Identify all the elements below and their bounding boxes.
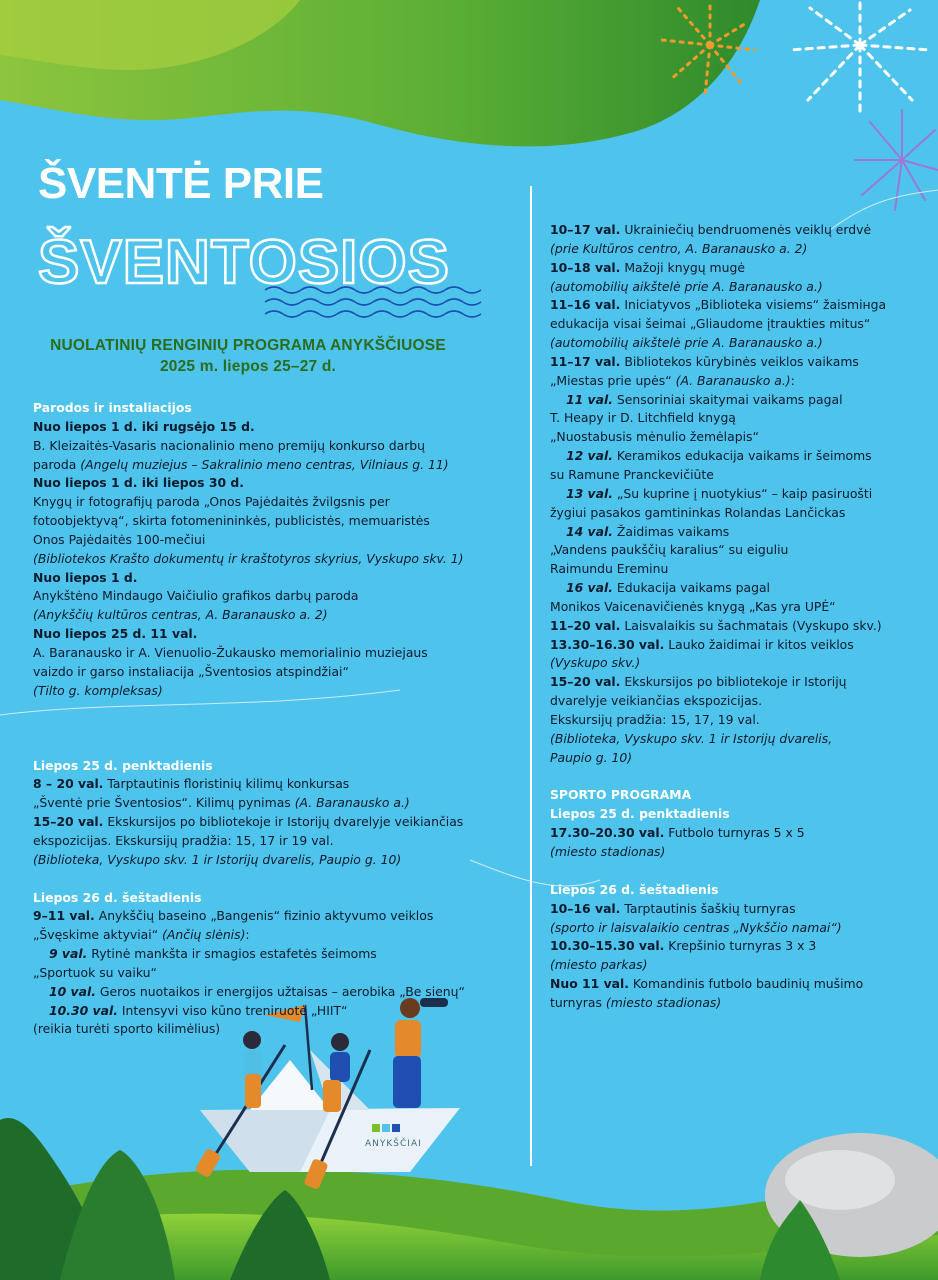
event-line [550, 485, 916, 504]
event-place: Paupio g. 10) [550, 749, 633, 765]
event-place: (Angelų muziejus – Sakralinio meno centras, Vilniaus g. 11) [80, 456, 449, 472]
event-text-part: „Su kuprine į nuotykius“ – kaip pasiruošti [616, 485, 873, 501]
event-line [550, 296, 916, 315]
event-text-part: Lauko žaidimai ir kitos veiklos [668, 636, 854, 652]
event-text: Raimundu Ereminu [550, 561, 669, 577]
event-place: (A. Baranausko a.) [294, 795, 410, 811]
event-line [550, 447, 916, 466]
event-line [550, 523, 916, 542]
event-date: Nuo liepos 1 d. [33, 569, 138, 585]
event-time: 8 – 20 val. [33, 776, 104, 792]
title-line-2: ŠVENTOSIOS [38, 228, 450, 297]
event-place: (Bibliotekos Krašto dokumentų ir kraštotyros skyrius, Vyskupo skv. 1) [33, 550, 464, 566]
event-text: vaizdo ir garso instaliacija „Šventosios atspindžiai“ [33, 663, 349, 679]
event-line [33, 907, 518, 926]
event-time: 17.30–20.30 val. [550, 825, 665, 841]
event-date: Nuo liepos 1 d. iki rugsėjo 15 d. [33, 418, 255, 434]
section-header-sport: SPORTO PROGRAMA [550, 787, 692, 803]
subtitle [32, 335, 464, 377]
event-text-part: Tarptautinis šaškių turnyras [624, 900, 796, 916]
event-place: (prie Kultūros centro, A. Baranausko a. 2) [550, 240, 808, 256]
left-column [33, 399, 518, 1039]
event-time: 10.30 val. [49, 1002, 118, 1018]
event-text: Knygų ir fotografijų paroda „Onos Pajėdaitės žvilgsnis per [33, 494, 390, 510]
section-header-friday: Liepos 25 d. penktadienis [33, 757, 213, 773]
event-place: (Vyskupo skv.) [550, 655, 641, 671]
event-place: (miesto stadionas) [605, 994, 722, 1010]
event-line [33, 813, 518, 832]
event-text-part: Sensoriniai skaitymai vaikams pagal [616, 391, 843, 407]
event-time: 11 val. [566, 391, 613, 407]
event-text-part: paroda [33, 456, 77, 472]
event-text-part: Tarptautinis floristinių kilimų konkursas [107, 776, 350, 792]
event-line [550, 824, 916, 843]
event-text-part: Futbolo turnyras 5 x 5 [668, 825, 805, 841]
event-text: Ekskursijų pradžia: 15, 17, 19 val. [550, 711, 760, 727]
event-time: 10–18 val. [550, 259, 621, 275]
event-line [550, 900, 916, 919]
event-place: (miesto stadionas) [550, 844, 666, 859]
event-text: (reikia turėti sporto kilimėlius) [33, 1021, 221, 1037]
event-text-part: Komandinis futbolo baudinių mušimo [632, 976, 864, 992]
event-text: „Vandens paukščių karalius“ su eiguliu [550, 542, 789, 558]
right-column [550, 221, 916, 1013]
event-place: (Tilto g. kompleksas) [33, 682, 163, 698]
event-text-part: Ekskursijos po bibliotekoje ir Istorijų [624, 674, 847, 690]
event-text-part: Laisvalaikis su šachmatais (Vyskupo skv.) [624, 617, 882, 633]
event-text-part: Ekskursijos po bibliotekoje ir Istorijų dvarelyje veikiančias [107, 814, 464, 830]
subtitle-line-1: NUOLATINIŲ RENGINIŲ PROGRAMA ANYKŠČIUOSE [50, 337, 446, 354]
event-line [550, 617, 916, 636]
event-time: 10–16 val. [550, 900, 621, 916]
event-text: fotoobjektyvą“, skirta fotomenininkės, publicistės, memuaristės [33, 513, 430, 529]
event-text-part: Edukacija vaikams pagal [616, 580, 770, 596]
event-place: (Biblioteka, Vyskupo skv. 1 ir Istorijų dvarelis, Paupio g. 10) [33, 851, 402, 867]
event-text: Monikos Vaicenavičienės knygą „Kas yra UPĖ“ [550, 598, 836, 614]
event-text: T. Heapy ir D. Litchfield knygą [550, 410, 736, 426]
event-line [550, 994, 916, 1013]
event-line [33, 983, 518, 1002]
event-line [33, 926, 518, 945]
event-line [550, 636, 916, 655]
event-place: (automobilių aikštelė prie A. Baranausko a.) [550, 335, 823, 351]
event-text: edukacija visai šeimai „Gliaudome įtraukties mitus“ [550, 316, 871, 332]
event-text: ekspozicijas. Ekskursijų pradžia: 15, 17 ir 19 val. [33, 832, 334, 848]
event-time: 10–17 val. [550, 222, 621, 237]
event-text-part: Ukrainiečių bendruomenės veiklų erdvė [624, 222, 872, 237]
firework-white-icon [790, 0, 930, 115]
event-line [550, 221, 916, 240]
event-text-part: Bibliotekos kūrybinės veiklos vaikams [624, 353, 859, 369]
punctuation: : [790, 372, 795, 388]
event-text-part: „Švęskime aktyviai“ [33, 927, 159, 943]
event-line [550, 353, 916, 372]
event-time: 11–17 val. [550, 353, 621, 369]
event-time: 9–11 val. [33, 908, 95, 924]
section-header-saturday: Liepos 26 d. šeštadienis [33, 889, 202, 905]
event-time: 9 val. [49, 946, 88, 962]
section-header-sport-friday: Liepos 25 d. penktadienis [550, 806, 730, 822]
event-text: A. Baranausko ir A. Vienuolio-Žukausko memorialinio muziejaus [33, 644, 428, 660]
event-text-part: Iniciatyvos „Biblioteka visiems“ žaismінga [624, 297, 887, 313]
event-text-part: Žaidimas vaikams [616, 523, 730, 539]
subtitle-line-2: 2025 m. liepos 25–27 d. [159, 358, 337, 375]
event-text: „Sportuok su vaiku“ [33, 964, 157, 980]
event-place: (Anykščių kultūros centras, A. Baranausko a. 2) [33, 607, 328, 623]
event-line [550, 937, 916, 956]
event-time: 15–20 val. [33, 814, 104, 830]
event-text-part: Krepšinio turnyras 3 x 3 [668, 938, 817, 954]
event-line [33, 794, 518, 813]
event-line [550, 579, 916, 598]
event-place: (sporto ir laisvalaikio centras „Nykščio namai“) [550, 919, 842, 935]
logo-text: ANYKŠČIAI [365, 1139, 422, 1149]
event-place: (Biblioteka, Vyskupo skv. 1 ir Istorijų dvarelis, [550, 730, 833, 746]
event-text [33, 456, 518, 475]
event-time: 13 val. [566, 485, 613, 501]
event-time: 10 val. [49, 983, 96, 999]
event-date: Nuo liepos 1 d. iki liepos 30 d. [33, 475, 244, 491]
event-time: 12 val. [566, 448, 613, 464]
event-time: 11–16 val. [550, 297, 621, 313]
event-text-part: Rytinė mankšta ir smagios estafetės šeimoms [91, 946, 377, 962]
event-time: 15–20 val. [550, 674, 621, 690]
event-line [33, 775, 518, 794]
event-time: 11–20 val. [550, 617, 621, 633]
event-line [550, 391, 916, 410]
event-text-part: Mažoji knygų mugė [624, 259, 745, 275]
event-date: Nuo liepos 25 d. 11 val. [33, 626, 198, 642]
event-text: Anykštėno Mindaugo Vaičiulio grafikos darbų paroda [33, 588, 359, 604]
event-text: su Ramune Pranckevičiūte [550, 466, 714, 482]
event-text-part: Intensyvi viso kūno treniruotė „HIIT“ [121, 1002, 348, 1018]
event-text: žygiui pasakos gamtininkas Rolandas Lančickas [550, 504, 846, 520]
event-time: 16 val. [566, 580, 613, 596]
firework-purple-icon [855, 110, 938, 210]
event-text-part: Geros nuotaikos ir energijos užtaisas – aerobika „Be sienų“ [99, 983, 465, 999]
event-text-part: Anykščių baseino „Bangenis“ fizinio aktyvumo veiklos [98, 908, 434, 924]
event-place: (automobilių aikštelė prie A. Baranausko a.) [550, 278, 823, 294]
event-line [33, 1002, 518, 1021]
event-place: (miesto parkas) [550, 957, 648, 973]
event-time: 13.30–16.30 val. [550, 636, 665, 652]
event-text: Onos Pajėdaitės 100-mečiui [33, 531, 206, 547]
event-line [550, 975, 916, 994]
event-text: „Nuostabusis mėnulio žemėlapis“ [550, 429, 759, 445]
event-text-part: „Miestas prie upės“ [550, 372, 672, 388]
event-text: dvarelyje veikiančias ekspozicijas. [550, 693, 763, 709]
title-line-1: ŠVENTĖ PRIE [38, 159, 324, 208]
event-text-part: turnyras [550, 994, 602, 1010]
event-time: 14 val. [566, 523, 613, 539]
event-time: Nuo 11 val. [550, 976, 629, 992]
event-place: (A. Baranausko a.) [675, 372, 791, 388]
event-line [33, 945, 518, 964]
event-line [550, 673, 916, 692]
event-text-part: Keramikos edukacija vaikams ir šeimoms [616, 448, 872, 464]
column-divider [530, 186, 532, 1166]
section-header-sport-saturday: Liepos 26 d. šeštadienis [550, 881, 719, 897]
event-place: (Ančių slėnis) [162, 927, 246, 943]
event-text: B. Kleizaitės-Vasaris nacionalinio meno premijų konkurso darbų [33, 437, 426, 453]
event-line [550, 259, 916, 278]
event-line [550, 372, 916, 391]
event-text-part: „Šventė prie Šventosios“. Kilimų pynimas [33, 795, 291, 811]
punctuation: : [245, 927, 250, 943]
section-header-exhibits: Parodos ir instaliacijos [33, 400, 192, 415]
event-time: 10.30–15.30 val. [550, 938, 665, 954]
